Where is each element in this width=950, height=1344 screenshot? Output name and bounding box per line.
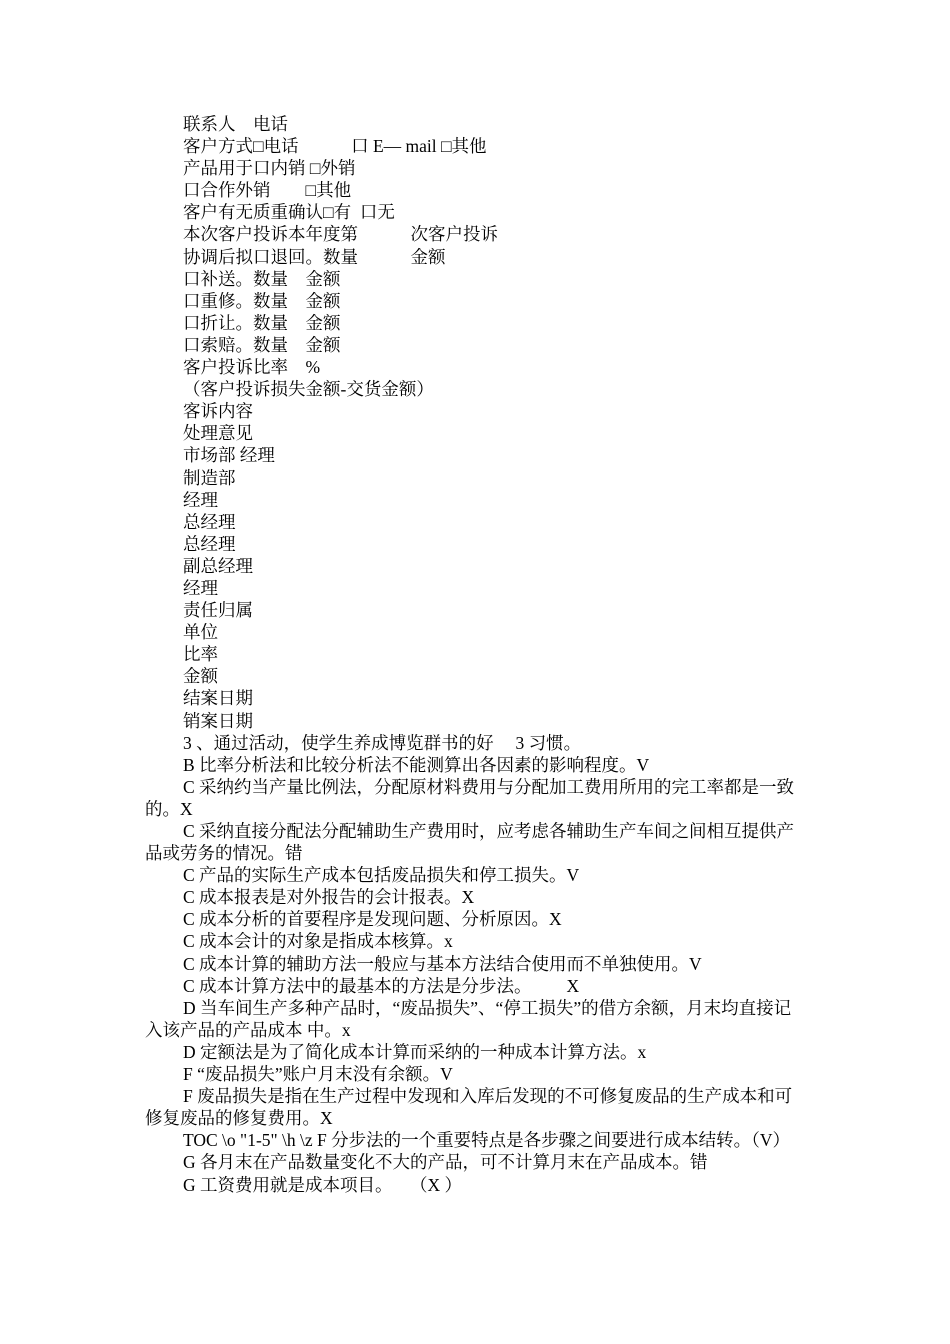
text-line: 客诉内容 (183, 401, 253, 422)
paragraph: G 各月末在产品数量变化不大的产品，可不计算月末在产品成本。错 (183, 1152, 708, 1173)
text-line: 单位 (183, 622, 218, 643)
text-line: 销案日期 (183, 710, 253, 731)
text-line: 口重修。数量 金额 (183, 290, 341, 311)
text-line: 责任归属 (183, 600, 253, 621)
paragraph: C 成本报表是对外报告的会计报表。X (183, 887, 475, 908)
text-line: 结案日期 (183, 688, 253, 709)
text-line: 比率 (183, 644, 218, 665)
paragraph: C 采纳约当产量比例法，分配原材料费用与分配加工费用所用的完工率都是一致的。X (145, 776, 795, 819)
paragraph: C 产品的实际生产成本包括废品损失和停工损失。V (183, 865, 580, 886)
text-line: 协调后拟口退回。数量 金额 (183, 246, 446, 267)
text-line: 口合作外销 □其他 (183, 180, 352, 201)
text-line: 客户方式□电话 口 E— mail □其他 (183, 136, 487, 157)
text-line: 联系人 电话 (183, 114, 288, 134)
text-line: 口折让。数量 金额 (183, 312, 341, 333)
paragraph: G 工资费用就是成本项目。 （X ） (183, 1174, 463, 1195)
paragraph: F 废品损失是指在生产过程中发现和入库后发现的不可修复废品的生产成本和可修复废品的修复费用。X (145, 1086, 793, 1129)
text-line: 客户投诉比率 % (183, 357, 321, 378)
paragraph: C 采纳直接分配法分配辅助生产费用时，应考虑各辅助生产车间之间相互提供产品或劳务的情况。错 (145, 821, 795, 864)
paragraph: C 成本计算的辅助方法一般应与基本方法结合使用而不单独使用。V (183, 953, 702, 974)
text-line: 经理 (183, 577, 218, 598)
text-line: （客户投诉损失金额-交货金额） (183, 379, 434, 400)
paragraph: D 当车间生产多种产品时，“废品损失”、“停工损失”的借方余额，月末均直接记入该产品的产品成本 中。x (145, 997, 792, 1040)
text-line: 客户有无质重确认□有 口无 (183, 202, 395, 223)
text-line: 总经理 (183, 533, 236, 554)
text-line: 口索赔。数量 金额 (183, 334, 341, 355)
paragraph: TOC \o "1-5" \h \z F 分步法的一个重要特点是各步骤之间要进行成本结转。（V） (183, 1130, 791, 1151)
paragraph: C 成本会计的对象是指成本核算。x (183, 931, 453, 952)
text-line: 处理意见 (183, 423, 253, 444)
text-line: 金额 (183, 666, 218, 687)
text-line: 3 、通过活动，使学生养成博览群书的好 3 习惯。 (183, 732, 582, 753)
text-line: 本次客户投诉本年度第 次客户投诉 (183, 224, 498, 245)
text-line: 总经理 (183, 511, 236, 532)
paragraph: C 成本计算方法中的最基本的方法是分步法。 X (183, 975, 580, 996)
document-body (145, 113, 800, 1196)
text-line: 副总经理 (183, 555, 253, 576)
text-line: 口补送。数量 金额 (183, 268, 341, 289)
text-line: 经理 (183, 489, 218, 510)
paragraph: D 定额法是为了简化成本计算而采纳的一种成本计算方法。x (183, 1041, 647, 1062)
text-line: 产品用于口内销 □外销 (183, 158, 356, 179)
text-line: B 比率分析法和比较分析法不能测算出各因素的影响程度。V (183, 754, 650, 775)
paragraph: C 成本分析的首要程序是发现问题、分析原因。X (183, 909, 562, 930)
text-line: 制造部 (183, 467, 236, 488)
text-line: 市场部 经理 (183, 445, 275, 466)
paragraph: F “废品损失”账户月末没有余额。V (183, 1064, 453, 1085)
